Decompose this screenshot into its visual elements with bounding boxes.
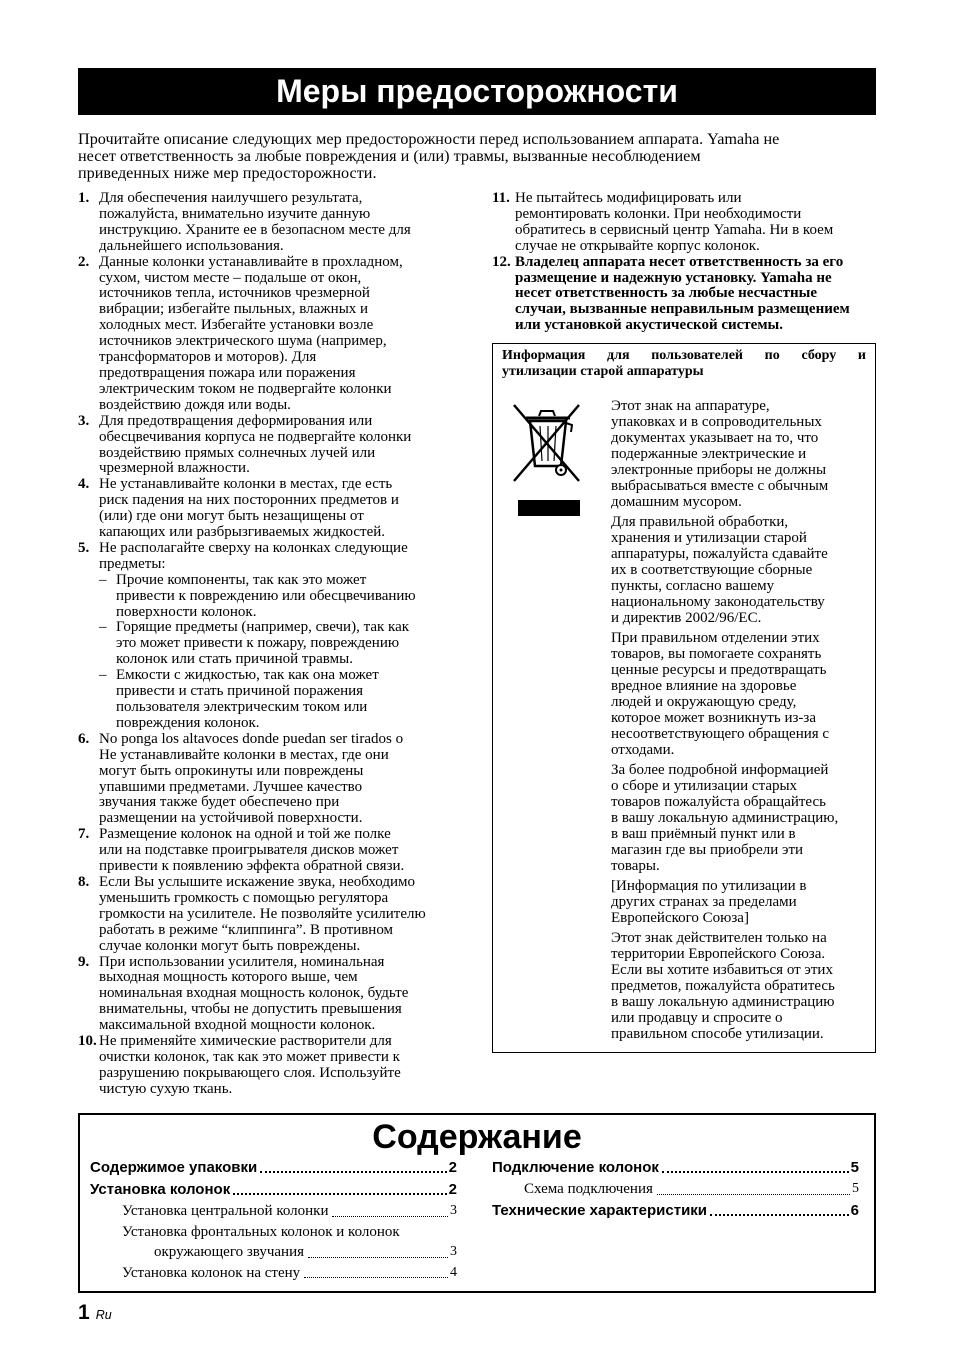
item-number: 9.	[78, 953, 90, 970]
page-number: 1	[78, 1301, 90, 1324]
text-line: No ponga los altavoces donde puedan ser tirados o	[99, 730, 404, 747]
toc-entry[interactable]	[90, 1157, 457, 1179]
precaution-item-12	[492, 255, 876, 335]
toc-label: Содержимое упаковки	[90, 1159, 258, 1176]
disposal-paragraph	[611, 878, 873, 926]
item-number: 2.	[78, 253, 90, 270]
toc-entry[interactable]	[90, 1263, 457, 1284]
precaution-item-7	[78, 827, 458, 875]
item-number: 12.	[492, 253, 511, 270]
text-line: воздействию дождя или воды.	[99, 396, 291, 413]
text-line: Прочитайте описание следующих мер предосторожности перед использованием аппарата. Yamaha не	[78, 130, 780, 148]
toc-page-number: 6	[850, 1201, 859, 1219]
toc-label: Установка фронтальных колонок и колонок	[122, 1223, 400, 1240]
text-line: в ваш приёмный пункт или в	[611, 826, 796, 842]
text-line: о сборе и утилизации старых	[611, 778, 798, 794]
solid-bar-mark	[518, 500, 580, 516]
text-line: случае не открывайте корпус колонок.	[515, 237, 760, 254]
intro-paragraph	[78, 131, 779, 182]
text-line: источников электрического шума (например,	[99, 333, 387, 350]
sub-item-text	[116, 573, 458, 621]
text-line: размещении на устойчивой поверхности.	[99, 810, 363, 827]
text-line: могут быть опрокинуты или повреждены	[99, 762, 364, 779]
text-line: которое может возникнуть из-за	[611, 710, 816, 726]
text-line: Не пытайтесь модифицировать или	[515, 190, 742, 206]
contents-title: Содержание	[372, 1118, 582, 1156]
precaution-item-6	[78, 732, 458, 827]
text-line: других странах за пределами	[611, 894, 797, 910]
toc-line	[90, 1242, 457, 1263]
text-line: Не устанавливайте колонки в местах, где они	[99, 746, 389, 763]
text-line: Емкости с жидкостью, так как она может	[116, 667, 379, 684]
precaution-item-2	[78, 255, 458, 414]
toc-page-number: 2	[448, 1181, 457, 1198]
item-text	[99, 477, 458, 541]
text-line: привести к повреждению или обесцвечиванию	[116, 587, 416, 604]
text-line: предметы:	[99, 555, 166, 572]
toc-entry[interactable]	[492, 1200, 859, 1222]
page-footer	[78, 1301, 112, 1327]
text-line: повреждения колонок.	[116, 714, 260, 731]
item-text	[515, 255, 876, 335]
precautions-column-right	[492, 191, 876, 334]
text-line: магазин где вы приобрели эти	[611, 842, 804, 858]
text-line: Для предотвращения деформирования или	[99, 412, 373, 429]
text-line: упаковках и в сопроводительных	[611, 414, 822, 430]
text-line: [Информация по утилизации в	[611, 878, 807, 894]
precaution-item-4	[78, 477, 458, 541]
text-line: дальнейшего использования.	[99, 237, 284, 254]
toc-entry[interactable]	[90, 1179, 457, 1201]
text-line: разрушению покрывающего слоя. Используйте	[99, 1064, 401, 1081]
text-line: их в соответствующие сборные	[611, 562, 813, 578]
precautions-column-left	[78, 191, 458, 1098]
sub-item	[99, 573, 458, 621]
text-line: товаров пожалуйста обращайтесь	[611, 794, 826, 810]
text-line: чистую сухую ткань.	[99, 1080, 233, 1097]
sub-item	[99, 620, 458, 668]
toc-label: Установка колонок	[90, 1181, 231, 1198]
toc-line	[492, 1200, 859, 1222]
text-line: пожалуйста, внимательно изучите данную	[99, 205, 371, 222]
text-line: привести к появлению эффекта обратной связи.	[99, 858, 405, 875]
dash-bullet: –	[99, 619, 107, 636]
disposal-info-title	[502, 348, 866, 380]
text-line: При правильном отделении этих	[611, 630, 820, 646]
text-line: (или) где они могут быть незащищены от	[99, 508, 364, 525]
text-line: колонок или стать причиной травмы.	[116, 651, 353, 668]
text-line: Если Вы услышите искажение звука, необходимо	[99, 873, 415, 890]
dash-bullet: –	[99, 571, 107, 588]
toc-column-right	[492, 1157, 859, 1222]
table-of-contents	[78, 1113, 876, 1293]
text-line: При использовании усилителя, номинальная	[99, 953, 385, 970]
text-line: Не располагайте сверху на колонках следующие	[99, 539, 408, 556]
text-line: Для обеспечения наилучшего результата,	[99, 190, 363, 206]
item-number: 3.	[78, 412, 90, 429]
toc-line	[90, 1179, 457, 1201]
text-line: Этот знак на аппаратуре,	[611, 398, 770, 414]
text-line: внимательны, чтобы не допустить превышения	[99, 1001, 402, 1018]
toc-entry[interactable]	[90, 1222, 457, 1263]
text-line: максимальной входной мощности колонок.	[99, 1017, 376, 1034]
crossed-out-wheelie-bin-icon	[512, 403, 582, 485]
disposal-paragraph	[611, 514, 873, 626]
text-line: работать в режиме “клиппинга”. В противном	[99, 921, 394, 938]
text-line: национальному законодательству	[611, 594, 825, 610]
text-line: Для правильной обработки,	[611, 514, 789, 530]
toc-page-number: 3	[450, 1244, 457, 1259]
section-title-bar	[78, 68, 876, 115]
item-text	[99, 541, 458, 732]
dot-leader	[332, 1216, 448, 1217]
text-line: или продавцу и спросите о	[611, 1010, 783, 1026]
sub-item	[99, 668, 458, 732]
text-line: территории Европейского Союза.	[611, 946, 826, 962]
text-line: электронные приборы не должны	[611, 462, 827, 478]
dash-bullet: –	[99, 667, 107, 684]
text-line: За более подробной информацией	[611, 762, 829, 778]
dot-leader	[233, 1193, 446, 1195]
text-line: воздействию прямых солнечных лучей или	[99, 444, 376, 461]
text-line: товаров, вы помогаете сохранять	[611, 646, 822, 662]
toc-label: Схема подключения	[524, 1181, 653, 1197]
text-line: отходами.	[611, 742, 675, 758]
text-line: холодных мест. Избегайте установки возле	[99, 317, 374, 334]
item-text	[99, 191, 458, 255]
text-line: Этот знак действителен только на	[611, 930, 827, 946]
item-text	[99, 827, 458, 875]
text-line: риск падения на них посторонних предметов и	[99, 492, 399, 509]
precaution-item-1	[78, 191, 458, 255]
dot-leader	[662, 1171, 849, 1173]
sub-item-text	[116, 668, 458, 732]
item-text	[515, 191, 876, 255]
precaution-item-11	[492, 191, 876, 255]
text-line: поверхности колонок.	[116, 603, 257, 620]
text-line: чрезмерной влажности.	[99, 460, 250, 477]
toc-entry[interactable]	[492, 1157, 859, 1179]
toc-line	[90, 1157, 457, 1179]
text-line: пользователя электрическим током или	[116, 699, 368, 715]
toc-line	[492, 1179, 859, 1200]
text-line: хранения и утилизации старой	[611, 530, 807, 546]
toc-line	[90, 1263, 457, 1284]
text-line: или на подставке проигрывателя дисков может	[99, 842, 399, 859]
text-line: предметов, пожалуйста обратитесь	[611, 978, 835, 994]
toc-label: окружающего звучания	[154, 1244, 305, 1260]
item-text	[99, 875, 458, 955]
dot-leader	[657, 1194, 850, 1195]
item-text	[99, 255, 458, 414]
toc-label: Установка колонок на стену	[122, 1264, 301, 1281]
text-line: ценные ресурсы и предотвращать	[611, 662, 827, 678]
item-number: 6.	[78, 730, 90, 747]
toc-line	[90, 1222, 457, 1243]
toc-label: Установка центральной колонки	[122, 1203, 329, 1219]
disposal-paragraph	[611, 398, 873, 510]
precaution-item-8	[78, 875, 458, 955]
text-line: громкости на усилителе. Не позволяйте усилителю	[99, 905, 426, 922]
precaution-item-5	[78, 541, 458, 732]
language-code: Ru	[95, 1308, 112, 1322]
disposal-text	[611, 398, 873, 1046]
text-line: и директив 2002/96/EC.	[611, 610, 762, 626]
toc-page-number: 4	[450, 1264, 457, 1280]
disposal-paragraph	[611, 930, 873, 1042]
text-line: Европейского Союза]	[611, 910, 749, 926]
text-line: несет ответственность за любые несчастные	[515, 285, 817, 302]
text-line: документах указывает на то, что	[611, 430, 819, 446]
text-line: ремонтировать колонки. При необходимости	[515, 205, 802, 222]
dot-leader	[260, 1171, 446, 1173]
text-line: выбрасываться вместе с обычным	[611, 478, 829, 494]
toc-line	[90, 1201, 457, 1222]
precaution-item-9	[78, 955, 458, 1035]
text-line: электрическим током не подвергайте колонки	[99, 380, 392, 397]
item-number: 8.	[78, 873, 90, 890]
item-number: 5.	[78, 539, 90, 556]
text-line: это может привести к пожару, повреждению	[116, 635, 400, 652]
title-line: утилизации старой аппаратуры	[502, 364, 704, 379]
text-line: номинальная входная мощность колонок, будьте	[99, 985, 409, 1002]
text-line: правильном способе утилизации.	[611, 1026, 824, 1042]
text-line: выходная мощность которого выше, чем	[99, 969, 358, 986]
precaution-item-10	[78, 1034, 458, 1098]
item-text	[99, 955, 458, 1035]
text-line: капающих или разбрызгиваемых жидкостей.	[99, 524, 386, 541]
text-line: аппаратуры, пожалуйста сдавайте	[611, 546, 828, 562]
text-line: Данные колонки устанавливайте в прохладном,	[99, 253, 403, 270]
text-line: Владелец аппарата несет ответственность за его	[515, 253, 844, 270]
disposal-info-box	[492, 343, 876, 1053]
text-line: в вашу локальную администрацию,	[611, 810, 839, 826]
item-number: 4.	[78, 476, 90, 493]
text-line: несет ответственность за любые повреждения и (или) травмы, вызванные несоблюдением	[78, 147, 701, 165]
text-line: вибрации; избегайте пыльных, влажных и	[99, 301, 369, 318]
text-line: Размещение колонок на одной и той же полке	[99, 826, 391, 843]
text-line: сухом, чистом месте – подальше от окон,	[99, 269, 362, 286]
text-line: людей и окружающую среду,	[611, 694, 797, 710]
text-line: привести и стать причиной поражения	[116, 683, 364, 700]
toc-entry[interactable]	[90, 1201, 457, 1222]
toc-label: Подключение колонок	[492, 1159, 659, 1176]
section-title: Меры предосторожности	[276, 73, 678, 109]
item-number: 10.	[78, 1033, 97, 1050]
toc-label: Технические характеристики	[492, 1201, 708, 1219]
toc-page-number: 5	[850, 1159, 859, 1176]
text-line: звучания также будет обеспечено при	[99, 794, 340, 811]
text-line: или установкой акустической системы.	[515, 317, 784, 334]
title-line: Информация для пользователей по сбору и	[502, 348, 866, 363]
text-line: в вашу локальную администрацию	[611, 994, 835, 1010]
text-line: Не применяйте химические растворители для	[99, 1033, 392, 1050]
item-text	[99, 1034, 458, 1098]
text-line: товары.	[611, 858, 660, 874]
text-line: обесцвечивания корпуса не подвергайте колонки	[99, 428, 412, 445]
text-line: обратитесь в сервисный центр Yamaha. Ни в коем	[515, 221, 834, 238]
item-text	[99, 732, 458, 827]
text-line: предотвращения пожара или поражения	[99, 364, 356, 381]
toc-entry[interactable]	[492, 1179, 859, 1200]
text-line: домашним мусором.	[611, 494, 742, 510]
dot-leader	[308, 1257, 448, 1258]
item-number: 11.	[492, 190, 510, 206]
text-line: инструкцию. Храните ее в безопасном месте для	[99, 221, 411, 238]
sub-item-text	[116, 620, 458, 668]
text-line: уменьшить громкость с помощью регулятора	[99, 889, 389, 906]
disposal-paragraph	[611, 630, 873, 758]
toc-column-left	[90, 1157, 457, 1283]
text-line: размещение и надежную установку. Yamaha не	[515, 269, 832, 286]
text-line: Не устанавливайте колонки в местах, где есть	[99, 476, 393, 493]
item-text	[99, 414, 458, 478]
text-line: упавшими предметами. Лучшее качество	[99, 778, 363, 795]
text-line: несоответствующего обращения с	[611, 726, 830, 742]
precaution-item-3	[78, 414, 458, 478]
text-line: Горящие предметы (например, свечи), так как	[116, 619, 410, 636]
text-line: случае колонки могут быть повреждены.	[99, 937, 361, 954]
text-line: источников тепла, источников чрезмерной	[99, 285, 370, 302]
toc-page-number: 2	[448, 1159, 457, 1176]
item-number: 7.	[78, 826, 90, 843]
toc-page-number: 5	[852, 1181, 859, 1196]
text-line: приведенных ниже мер предосторожности.	[78, 164, 377, 182]
dot-leader	[710, 1214, 849, 1216]
text-line: пункты, согласно вашему	[611, 578, 775, 594]
toc-line	[492, 1157, 859, 1179]
text-line: Прочие компоненты, так как это может	[116, 571, 367, 588]
text-line: вредное влияние на здоровье	[611, 678, 797, 694]
toc-page-number: 3	[450, 1203, 457, 1218]
text-line: подержанные электрические и	[611, 446, 807, 462]
item-number: 1.	[78, 190, 90, 206]
dot-leader	[304, 1277, 448, 1278]
text-line: трансформаторов и моторов). Для	[99, 349, 317, 366]
text-line: очистки колонок, так как это может привести к	[99, 1048, 400, 1065]
text-line: Если вы хотите избавиться от этих	[611, 962, 833, 978]
text-line: случаи, вызванные неправильным размещением	[515, 301, 850, 318]
disposal-paragraph	[611, 762, 873, 874]
